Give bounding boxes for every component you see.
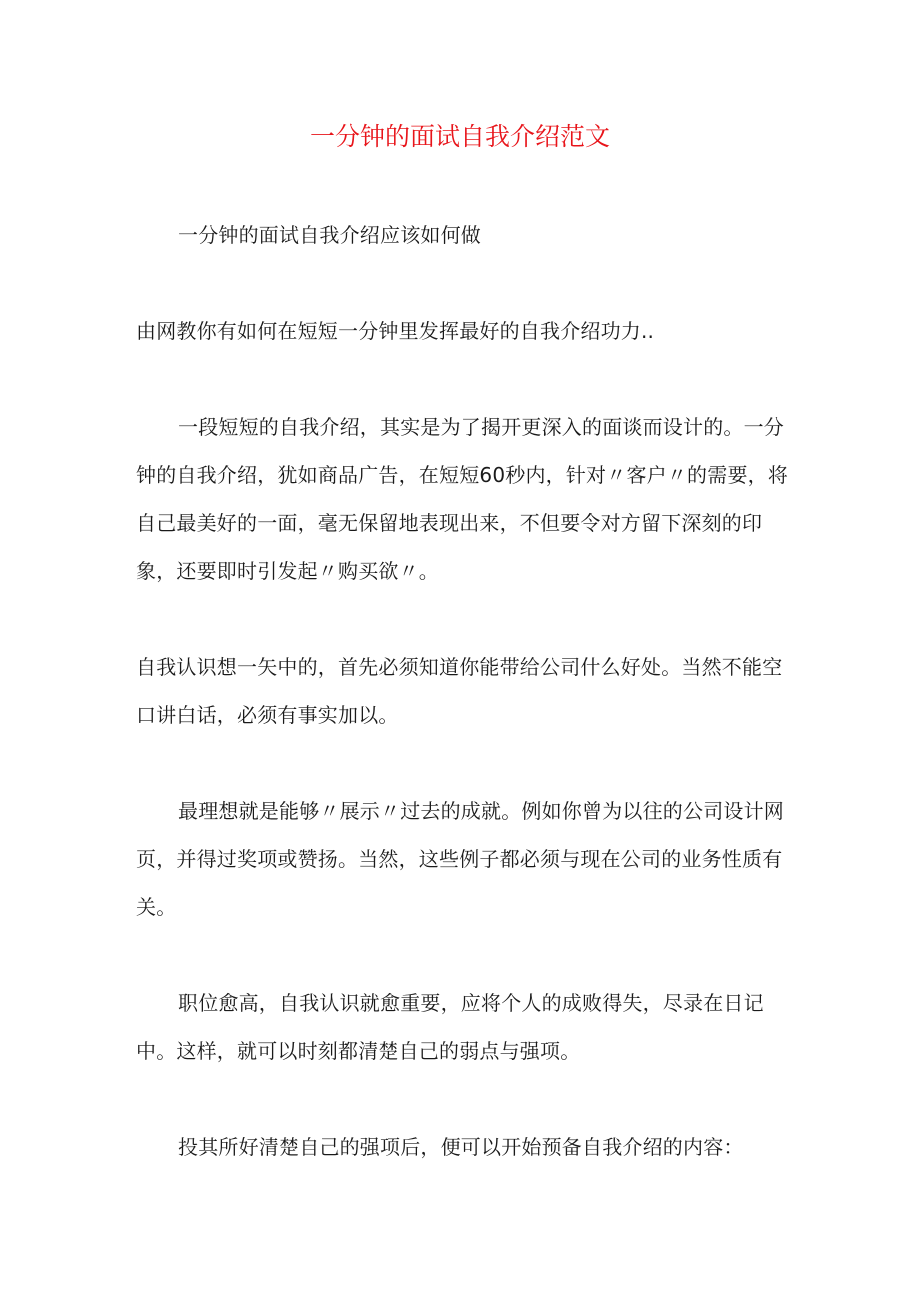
paragraph-body: 一段短短的自我介绍，其实是为了揭开更深入的面谈而设计的。一分钟的自我介绍，犹如商品广告，在短短60秒内，针对〃客户〃的需要，将自己最美好的一面，毫无保留地表现出来，不但要令对方留下深刻的印象，还要即时引发起〃购买欲〃。: [136, 415, 789, 583]
document-title: 一分钟的面试自我介绍范文: [309, 122, 610, 151]
paragraph-body: 投其所好清楚自己的强项后，便可以开始预备自我介绍的内容：: [178, 1135, 744, 1159]
paragraph-subheading: 一分钟的面试自我介绍应该如何做: [178, 223, 481, 247]
paragraph-body: 职位愈高，自我认识就愈重要，应将个人的成败得失，尽录在日记中。这样，就可以时刻都清楚自己的弱点与强项。: [136, 991, 764, 1063]
paragraph-body: 最理想就是能够〃展示〃过去的成就。例如你曾为以往的公司设计网页，并得过奖项或赞扬。当然，这些例子都必须与现在公司的业务性质有关。: [136, 799, 784, 919]
paragraph-body: 自我认识想一矢中的，首先必须知道你能带给公司什么好处。当然不能空口讲白话，必须有事实加以。: [136, 655, 783, 727]
paragraph-intro: 由网教你有如何在短短一分钟里发挥最好的自我介绍功力..: [136, 319, 655, 343]
